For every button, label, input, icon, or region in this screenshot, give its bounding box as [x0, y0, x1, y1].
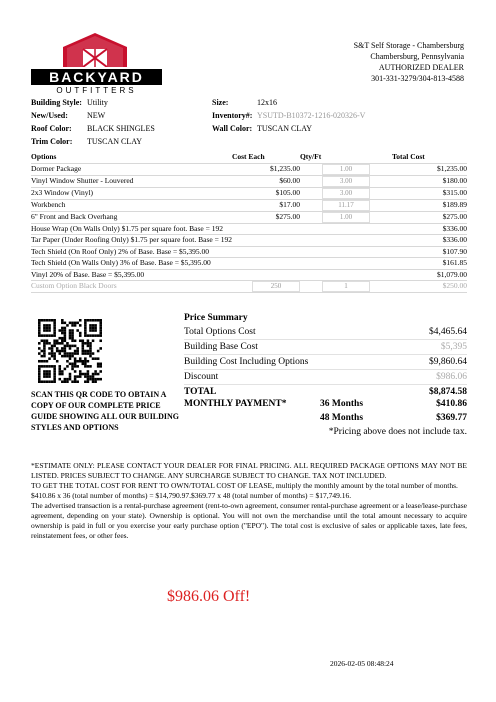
option-qty: 3.00	[322, 176, 370, 187]
base-cost-value: $5,395	[440, 342, 467, 352]
option-row	[31, 187, 467, 199]
option-total: $161.85	[442, 258, 467, 267]
option-cost	[232, 258, 300, 270]
new-used-label: New/Used:	[31, 111, 68, 120]
option-total: $275.00	[442, 211, 467, 221]
option-qty	[300, 235, 392, 247]
trim-color-label: Trim Color:	[31, 137, 73, 146]
total-options-value: $4,465.64	[429, 327, 467, 337]
timestamp: 2026-02-05 08:48:24	[330, 659, 394, 668]
including-options-value: $9,860.64	[429, 357, 467, 367]
option-cost	[232, 235, 300, 247]
including-options-label: Building Cost Including Options	[184, 357, 309, 367]
option-name: Dormer Package	[31, 163, 82, 173]
wall-color-value: TUSCAN CLAY	[257, 124, 313, 133]
option-name: Tar Paper (Under Roofing Only) $1.75 per square foot. Base = 192	[31, 235, 232, 244]
option-qty: 3.00	[322, 188, 370, 199]
option-cost	[232, 223, 300, 235]
option-name: Tech Shield (On Walls Only) 3% of Base. Base = $5,395.00	[31, 258, 211, 267]
option-row	[31, 223, 467, 235]
building-style-label: Building Style:	[31, 98, 82, 107]
option-row	[31, 163, 467, 175]
savings-callout: $986.06 Off!	[167, 588, 251, 605]
monthly-payment-label: MONTHLY PAYMENT*	[184, 399, 287, 409]
option-row	[31, 175, 467, 187]
option-qty	[300, 246, 392, 258]
total-options-label: Total Options Cost	[184, 327, 256, 337]
option-total: $180.00	[442, 175, 467, 185]
building-info-left	[31, 96, 155, 148]
price-summary-title: Price Summary	[184, 313, 248, 323]
logo-tagline: OUTFITTERS	[56, 86, 137, 95]
option-row	[31, 281, 467, 293]
option-total: $1,079.00	[437, 269, 467, 279]
months-36-value: $410.86	[436, 399, 467, 409]
qr-instructions: SCAN THIS QR CODE TO OBTAIN A COPY OF OUR COMPLETE PRICE GUIDE SHOWING ALL OUR BUILDING STYLES AND OPTIONS	[31, 390, 180, 432]
including-options-row	[184, 355, 467, 370]
roof-color-label: Roof Color:	[31, 124, 72, 133]
option-row	[31, 235, 467, 247]
building-style-value: Utility	[87, 98, 108, 107]
header-total-cost: Total Cost	[391, 152, 425, 161]
options-header-row	[31, 152, 467, 163]
dealer-info	[354, 40, 464, 84]
option-name: House Wrap (On Walls Only) $1.75 per square foot. Base = 192	[31, 223, 223, 233]
option-cost: $60.00	[279, 175, 300, 185]
option-name: Tech Shield (On Roof Only) 2% of Base. Base = $5,395.00	[31, 246, 210, 256]
option-total: $336.00	[442, 235, 467, 244]
qr-code-icon[interactable]	[38, 319, 102, 383]
option-cost	[232, 269, 300, 281]
building-info-right	[212, 96, 365, 135]
option-total: $1,235.00	[437, 163, 467, 173]
option-qty	[300, 269, 392, 281]
months-48-label: 48 Months	[320, 413, 364, 423]
inventory-label: Inventory#:	[212, 111, 253, 120]
option-cost: $17.00	[279, 199, 300, 209]
dealer-location: Chambersburg, Pennsylvania	[370, 52, 464, 61]
disclaimer-estimate: *ESTIMATE ONLY: PLEASE CONTACT YOUR DEALER FOR FINAL PRICING. ALL REQUIRED PACKAGE OPTIONS MAY NOT BE LISTED. PRICES SUBJECT TO CHANGE. ANY SURCHARGE SUBJECT TO CHANGE. TAX NOT INCLUDED.	[31, 461, 467, 480]
new-used-value: NEW	[87, 111, 106, 120]
disclaimer	[31, 461, 467, 541]
option-qty: 1.00	[322, 212, 370, 223]
option-row	[31, 258, 467, 270]
roof-color-value: BLACK SHINGLES	[87, 124, 155, 133]
option-total: $250.00	[442, 281, 467, 291]
option-total: $107.90	[442, 246, 467, 256]
discount-label: Discount	[184, 372, 219, 382]
base-cost-row	[184, 340, 467, 355]
option-cost: $275.00	[275, 211, 300, 221]
option-name: Vinyl 20% of Base. Base = $5,395.00	[31, 269, 145, 279]
option-qty	[300, 258, 392, 270]
total-label: TOTAL	[184, 387, 217, 397]
dealer-phone: 301-331-3279/304-813-4588	[371, 74, 464, 83]
option-total: $189.89	[442, 199, 467, 209]
size-value: 12x16	[257, 98, 277, 107]
option-name: 2x3 Window (Vinyl)	[31, 187, 94, 197]
header-options: Options	[31, 152, 57, 161]
backyard-outfitters-logo	[31, 33, 162, 93]
base-cost-label: Building Base Cost	[184, 342, 258, 352]
option-row	[31, 269, 467, 281]
disclaimer-agreement: The advertised transaction is a rental-purchase agreement (rent-to-own agreement, consumer rental-purchase agreement or a lease/lease-purchase agreement, depending on your state). Ownership is optional. You will not own the merchandise until the total amount necessary to acquire ownership is paid in full or you exercise your early purchase option ("EPO"). The total cost is exclusive of sales or applicable taxes, late fees, reinstatement fees, or other fees.	[31, 501, 467, 540]
options-body	[31, 163, 467, 293]
dealer-name: S&T Self Storage - Chambersburg	[353, 41, 464, 50]
option-qty	[300, 223, 392, 235]
wall-color-label: Wall Color:	[212, 124, 253, 133]
option-name: Custom Option Black Doors	[31, 281, 117, 291]
barn-roof-icon	[63, 33, 127, 67]
option-total: $336.00	[442, 223, 467, 233]
option-qty: 11.17	[322, 200, 370, 211]
tax-note: *Pricing above does not include tax.	[328, 427, 467, 437]
months-48-value: $369.77	[436, 413, 467, 423]
discount-row	[184, 370, 467, 385]
option-cost: $1,235.00	[269, 163, 300, 173]
option-row	[31, 211, 467, 223]
disclaimer-calc: $410.86 x 36 (total number of months) = $14,790.97.$369.77 x 48 (total number of months) = $17,749.16.	[31, 491, 352, 500]
option-name: Workbench	[31, 199, 66, 209]
header-qty: Qty/Ft	[299, 152, 322, 161]
option-cost	[232, 246, 300, 258]
trim-color-value: TUSCAN CLAY	[87, 137, 143, 146]
option-qty: 1.00	[322, 164, 370, 175]
price-summary	[184, 312, 467, 399]
inventory-value: YSUTD-B10372-1216-020326-V	[257, 111, 366, 120]
header-cost-each: Cost Each	[231, 152, 265, 161]
option-row	[31, 246, 467, 258]
option-row	[31, 199, 467, 211]
total-options-row	[184, 325, 467, 340]
size-label: Size:	[212, 98, 229, 107]
option-total: $315.00	[442, 187, 467, 197]
option-name: Vinyl Window Shutter - Louvered	[31, 175, 134, 185]
dealer-status: AUTHORIZED DEALER	[378, 63, 464, 72]
months-36-label: 36 Months	[320, 399, 364, 409]
monthly-payment	[184, 397, 467, 439]
option-name: 6" Front and Back Overhang	[31, 211, 118, 221]
discount-value: $986.06	[436, 372, 467, 382]
logo-name: BACKYARD	[49, 69, 144, 85]
option-cost: $105.00	[275, 187, 300, 197]
option-qty: 1	[322, 281, 370, 292]
disclaimer-rto: TO GET THE TOTAL COST FOR RENT TO OWN/TOTAL COST OF LEASE, multiply the monthly amount by the total number of months.	[31, 481, 458, 490]
options-table	[31, 152, 467, 293]
total-value: $8,874.58	[429, 387, 467, 397]
option-cost: 250	[252, 281, 300, 292]
